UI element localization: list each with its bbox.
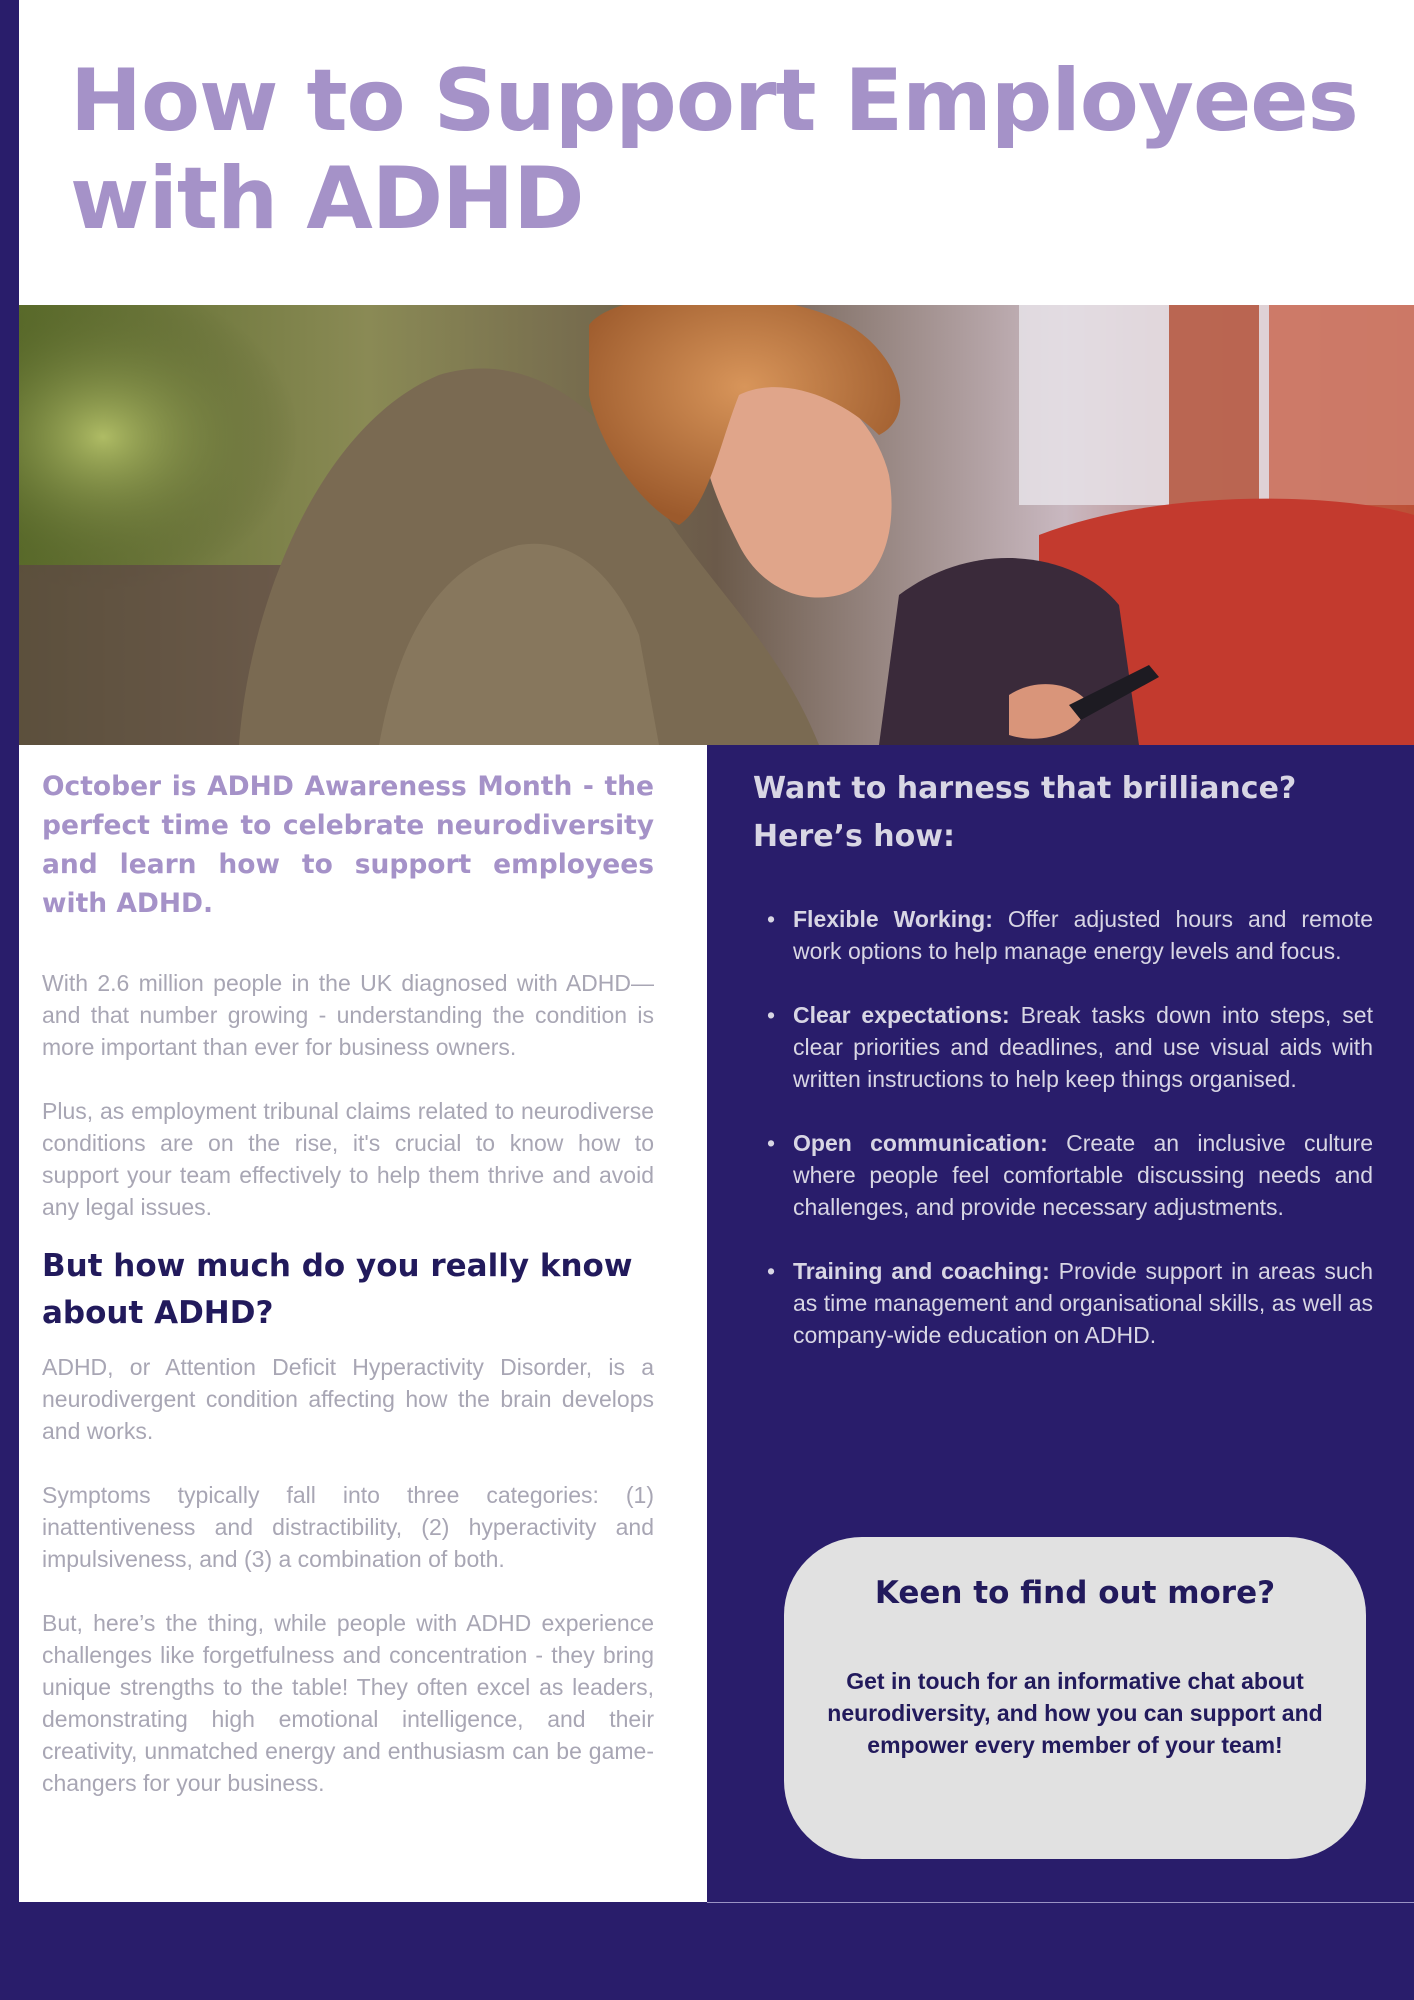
contact-callout[interactable] [784, 1537, 1366, 1859]
body-paragraph: But, here’s the thing, while people with ADHD experience challenges like forgetfulness and concentration - they bring unique strengths to the table! They often excel as leaders, demonstrating high emotional intelligence, and their creativity, unmatched energy and enthusiasm can be game-changers for your business. [42, 1610, 654, 1796]
page-title: How to Support Employees with ADHD [70, 51, 1358, 249]
callout-text: Get in touch for an informative chat about neurodiversity, and how you can support and empower every member of your team! [827, 1668, 1323, 1758]
body-paragraph: With 2.6 million people in the UK diagnosed with ADHD—and that number growing - understanding the condition is more important than ever for business owners. [42, 970, 654, 1060]
tips-list [753, 903, 1373, 1383]
bullet-icon: • [767, 1002, 776, 1028]
header [19, 0, 1414, 305]
callout-heading: Keen to find out more? [874, 1575, 1276, 1611]
tips-heading: Want to harness that brilliance? Here’s how: [753, 771, 1297, 854]
tip-item [753, 1255, 1373, 1351]
tip-title: Clear expectations: [793, 1002, 1010, 1028]
tip-item [753, 999, 1373, 1095]
hero-photo [19, 305, 1414, 745]
tip-item [753, 903, 1373, 967]
section-heading: But how much do you really know about ADHD? [42, 1248, 633, 1331]
lead-paragraph: October is ADHD Awareness Month - the perfect time to celebrate neurodiversity and learn how to support employees with ADHD. [42, 771, 654, 919]
body-paragraph: Symptoms typically fall into three categories: (1) inattentiveness and distractibility, (2) hyperactivity and impulsiveness, and (3) a combination of both. [42, 1482, 654, 1572]
bullet-icon: • [767, 906, 776, 932]
tip-text: Offer adjusted hours and remote work options to help manage energy levels and focus. [793, 906, 1373, 964]
right-column [707, 745, 1414, 1902]
left-content [42, 767, 654, 1831]
tip-text: Create an inclusive culture where people feel comfortable discussing needs and challenges, and provide necessary adjustments. [793, 1130, 1373, 1220]
body-paragraph: Plus, as employment tribunal claims related to neurodiverse conditions are on the rise, it's crucial to know how to support your team effectively to help them thrive and avoid any legal issues. [42, 1098, 654, 1220]
divider [707, 1902, 1414, 1903]
tip-text: Break tasks down into steps, set clear priorities and deadlines, and use visual aids with written instructions to help keep things organised. [793, 1002, 1373, 1092]
bullet-icon: • [767, 1258, 776, 1284]
tip-title: Training and coaching: [793, 1258, 1050, 1284]
bullet-icon: • [767, 1130, 776, 1156]
tip-title: Flexible Working: [793, 906, 993, 932]
tip-text: Provide support in areas such as time management and organisational skills, as well as company-wide education on ADHD. [793, 1258, 1373, 1348]
tip-title: Open communication: [793, 1130, 1048, 1156]
tip-item [753, 1127, 1373, 1223]
body-paragraph: ADHD, or Attention Deficit Hyperactivity Disorder, is a neurodivergent condition affecting how the brain develops and works. [42, 1354, 654, 1444]
left-column [19, 745, 707, 1902]
